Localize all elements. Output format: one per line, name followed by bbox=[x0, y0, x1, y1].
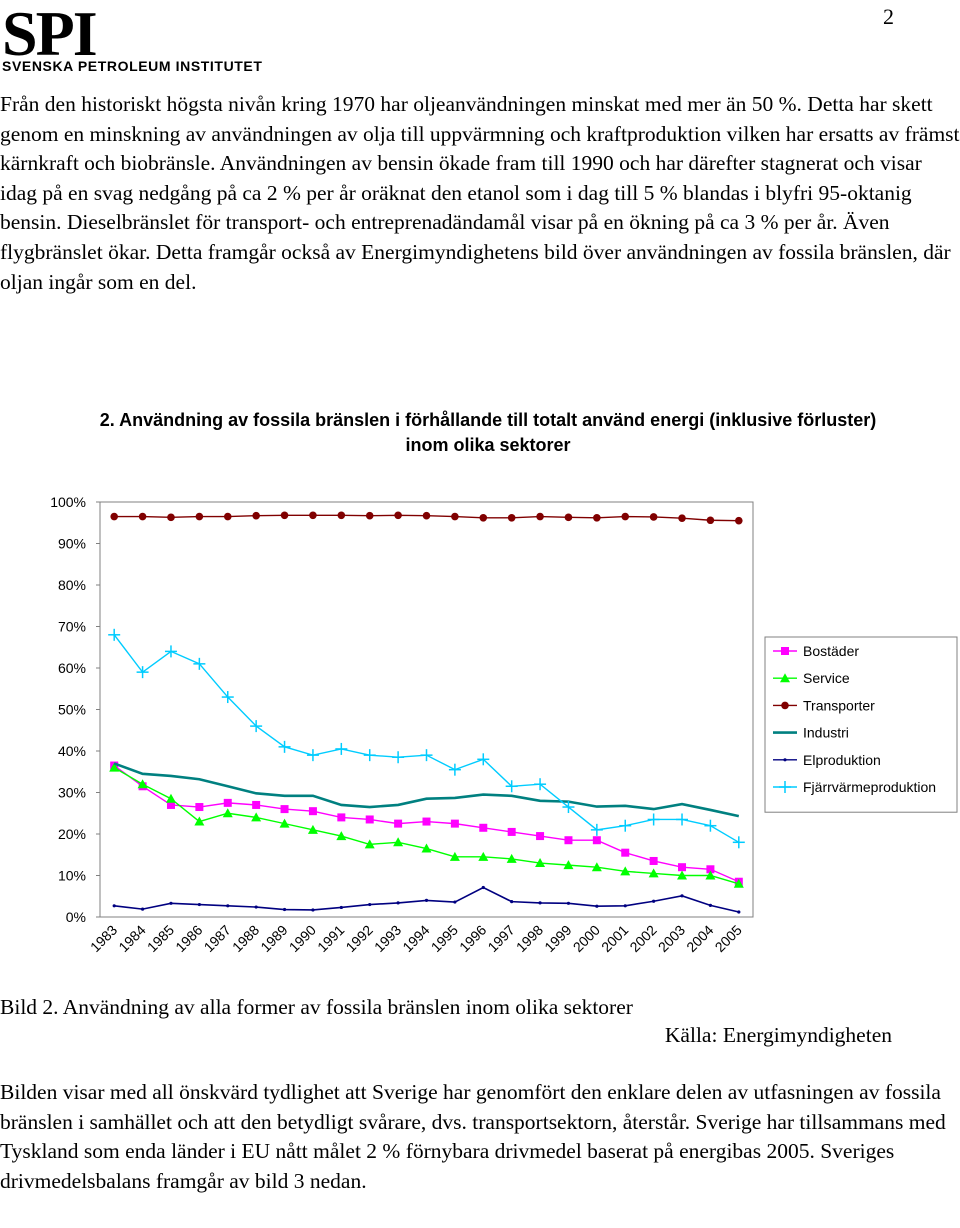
legend-label: Fjärrvärmeproduktion bbox=[803, 779, 937, 795]
data-point bbox=[536, 832, 544, 840]
data-point bbox=[423, 512, 431, 520]
data-point bbox=[451, 820, 459, 828]
x-tick-label: 1988 bbox=[228, 921, 263, 956]
data-point bbox=[392, 751, 404, 763]
x-tick-label: 1998 bbox=[512, 921, 547, 956]
x-tick-label: 2004 bbox=[683, 921, 717, 956]
data-point bbox=[453, 900, 456, 903]
y-tick-label: 0% bbox=[65, 909, 86, 925]
data-point bbox=[223, 808, 233, 817]
x-tick-label: 1996 bbox=[456, 921, 490, 956]
data-point bbox=[366, 815, 374, 823]
data-point bbox=[166, 794, 176, 803]
data-point bbox=[676, 813, 688, 825]
data-point bbox=[255, 905, 258, 908]
data-point bbox=[169, 902, 172, 905]
data-point bbox=[678, 863, 686, 871]
series-line bbox=[114, 763, 739, 816]
closing-paragraph: Bilden visar med all önskvärd tydlighet att Sverige har genomfört den enklare delen av utfasningen av fossila bränslen i samhället och att den betydligt svårare, dvs. transportsektorn, återstår. Sverige har tillsammans med Tyskland som enda länder i EU nått målet 2 % förnybara drivmedel baserat på energibas 2005. Sveriges drivmedelsbalans framgår av bild 3 nedan. bbox=[0, 1080, 946, 1193]
legend-label: Elproduktion bbox=[803, 751, 881, 768]
data-point bbox=[421, 749, 433, 761]
data-point bbox=[224, 799, 232, 807]
data-point bbox=[737, 910, 740, 913]
data-point bbox=[281, 805, 289, 813]
x-tick-label: 1990 bbox=[285, 921, 320, 956]
spi-logo bbox=[0, 0, 300, 76]
data-point bbox=[709, 904, 712, 907]
logo-mark: SPI bbox=[2, 0, 96, 69]
data-point bbox=[567, 902, 570, 905]
data-point bbox=[652, 900, 655, 903]
data-point bbox=[393, 837, 403, 846]
data-point bbox=[338, 511, 346, 519]
legend-label: Service bbox=[803, 670, 850, 687]
x-tick-label: 2002 bbox=[626, 921, 660, 956]
data-point bbox=[510, 900, 513, 903]
data-point bbox=[309, 511, 317, 519]
data-point bbox=[311, 908, 314, 911]
legend-label: Transporter bbox=[803, 697, 875, 714]
line-chart bbox=[0, 480, 960, 992]
series-fj-rrv-rmeproduktion bbox=[108, 629, 745, 849]
x-tick-label: 1999 bbox=[541, 921, 575, 956]
data-point bbox=[279, 741, 291, 753]
data-point bbox=[307, 749, 319, 761]
data-point bbox=[108, 629, 120, 641]
data-point bbox=[196, 513, 204, 521]
x-tick-label: 1997 bbox=[484, 921, 518, 956]
y-tick-label: 80% bbox=[57, 577, 86, 593]
data-point bbox=[648, 813, 660, 825]
data-point bbox=[283, 908, 286, 911]
series-line bbox=[114, 768, 739, 884]
data-point bbox=[139, 513, 147, 521]
figure-source: Källa: Energimyndigheten bbox=[664, 1023, 892, 1047]
y-tick-label: 60% bbox=[57, 660, 86, 676]
data-point bbox=[364, 749, 376, 761]
data-point bbox=[536, 513, 544, 521]
data-point bbox=[619, 820, 631, 832]
x-tick-label: 1992 bbox=[342, 921, 376, 956]
series-line bbox=[114, 635, 739, 843]
data-point bbox=[538, 901, 541, 904]
series-elproduktion bbox=[113, 886, 741, 914]
data-point bbox=[593, 514, 601, 522]
x-tick-label: 1984 bbox=[115, 921, 149, 956]
data-point bbox=[650, 513, 658, 521]
data-point bbox=[621, 849, 629, 857]
data-point bbox=[707, 516, 715, 524]
data-point bbox=[394, 511, 402, 519]
data-point bbox=[340, 906, 343, 909]
x-tick-label: 1991 bbox=[314, 921, 348, 956]
data-point bbox=[624, 904, 627, 907]
legend-marker bbox=[781, 647, 789, 655]
series-transporter bbox=[110, 511, 742, 524]
data-point bbox=[678, 514, 686, 522]
data-point bbox=[508, 514, 516, 522]
data-point bbox=[423, 818, 431, 826]
data-point bbox=[141, 908, 144, 911]
y-tick-label: 40% bbox=[57, 743, 86, 759]
x-tick-label: 1993 bbox=[370, 921, 405, 956]
legend-marker bbox=[783, 758, 786, 761]
data-point bbox=[704, 820, 716, 832]
x-tick-label: 2001 bbox=[598, 921, 632, 956]
data-point bbox=[449, 764, 461, 776]
data-point bbox=[167, 514, 175, 522]
data-point bbox=[337, 813, 345, 821]
data-point bbox=[482, 886, 485, 889]
y-tick-label: 50% bbox=[57, 701, 86, 718]
y-tick-label: 90% bbox=[57, 535, 86, 552]
x-tick-label: 1986 bbox=[172, 921, 206, 956]
data-point bbox=[451, 513, 459, 521]
x-tick-label: 2000 bbox=[569, 921, 603, 956]
figure-caption: Bild 2. Användning av alla former av fossila bränslen inom olika sektorer bbox=[0, 995, 633, 1019]
legend-label: Bostäder bbox=[803, 643, 860, 659]
data-point bbox=[113, 904, 116, 907]
data-point bbox=[680, 894, 683, 897]
data-point bbox=[110, 513, 118, 521]
data-point bbox=[165, 645, 177, 657]
data-point bbox=[226, 904, 229, 907]
data-point bbox=[425, 899, 428, 902]
data-point bbox=[564, 836, 572, 844]
data-point bbox=[593, 836, 601, 844]
data-point bbox=[479, 514, 487, 522]
data-point bbox=[252, 801, 260, 809]
x-tick-label: 2003 bbox=[654, 921, 689, 956]
plot-area bbox=[100, 502, 753, 917]
data-point bbox=[198, 903, 201, 906]
data-point bbox=[397, 901, 400, 904]
data-point bbox=[224, 513, 232, 521]
data-point bbox=[650, 857, 658, 865]
data-point bbox=[137, 666, 149, 678]
data-point bbox=[733, 836, 745, 848]
data-point bbox=[195, 803, 203, 811]
y-tick-label: 10% bbox=[57, 867, 86, 884]
data-point bbox=[565, 514, 573, 522]
y-tick-label: 30% bbox=[57, 784, 86, 801]
data-point bbox=[368, 903, 371, 906]
x-tick-label: 1985 bbox=[143, 921, 178, 956]
x-tick-label: 1994 bbox=[399, 921, 433, 956]
data-point bbox=[479, 824, 487, 832]
series-industri bbox=[114, 763, 739, 816]
chart-title: 2. Användning av fossila bränslen i förhållande till totalt använd energi (inklusive förluster) inom olika sektorer bbox=[99, 410, 877, 455]
data-point bbox=[394, 820, 402, 828]
y-tick-label: 70% bbox=[57, 618, 86, 635]
data-point bbox=[252, 512, 260, 520]
data-point bbox=[366, 512, 374, 520]
data-point bbox=[309, 807, 317, 815]
x-tick-label: 2005 bbox=[711, 921, 745, 956]
legend-label: Industri bbox=[803, 724, 849, 741]
data-point bbox=[735, 517, 743, 525]
x-tick-label: 1995 bbox=[427, 921, 462, 956]
data-point bbox=[595, 905, 598, 908]
logo-subtitle: SVENSKA PETROLEUM INSTITUTET bbox=[2, 58, 263, 74]
intro-paragraph: Från den historiskt högsta nivån kring 1970 har oljeanvändningen minskat med mer än 50 %. Detta har skett genom en minskning av användningen av olja till uppvärmning och kraftproduktion vilken har ersatts av främst kärnkraft och biobränsle. Användningen av bensin ökade fram till 1990 och har därefter stagnerat och visar idag på en svag nedgång på ca 2 % per år oräknat den etanol som i dag till 5 % blandas i blyfri 95-oktanig bensin. Dieselbränslet för transport- och entreprenadändamål visar på en ökning på ca 3 % per år. Även flygbränslet ökar. Detta framgår också av Energimyndighetens bild över användningen av fossila bränslen, där oljan ingår som en del. bbox=[0, 92, 960, 294]
y-tick-label: 20% bbox=[57, 826, 86, 842]
page-number: 2 bbox=[883, 4, 894, 29]
y-tick-label: 100% bbox=[50, 494, 86, 510]
x-tick-label: 1983 bbox=[86, 921, 121, 956]
data-point bbox=[621, 513, 629, 521]
x-tick-label: 1987 bbox=[200, 921, 234, 956]
x-tick-label: 1989 bbox=[257, 921, 291, 956]
data-point bbox=[281, 511, 289, 519]
data-point bbox=[508, 828, 516, 836]
data-point bbox=[335, 743, 347, 755]
legend-marker bbox=[781, 702, 789, 710]
